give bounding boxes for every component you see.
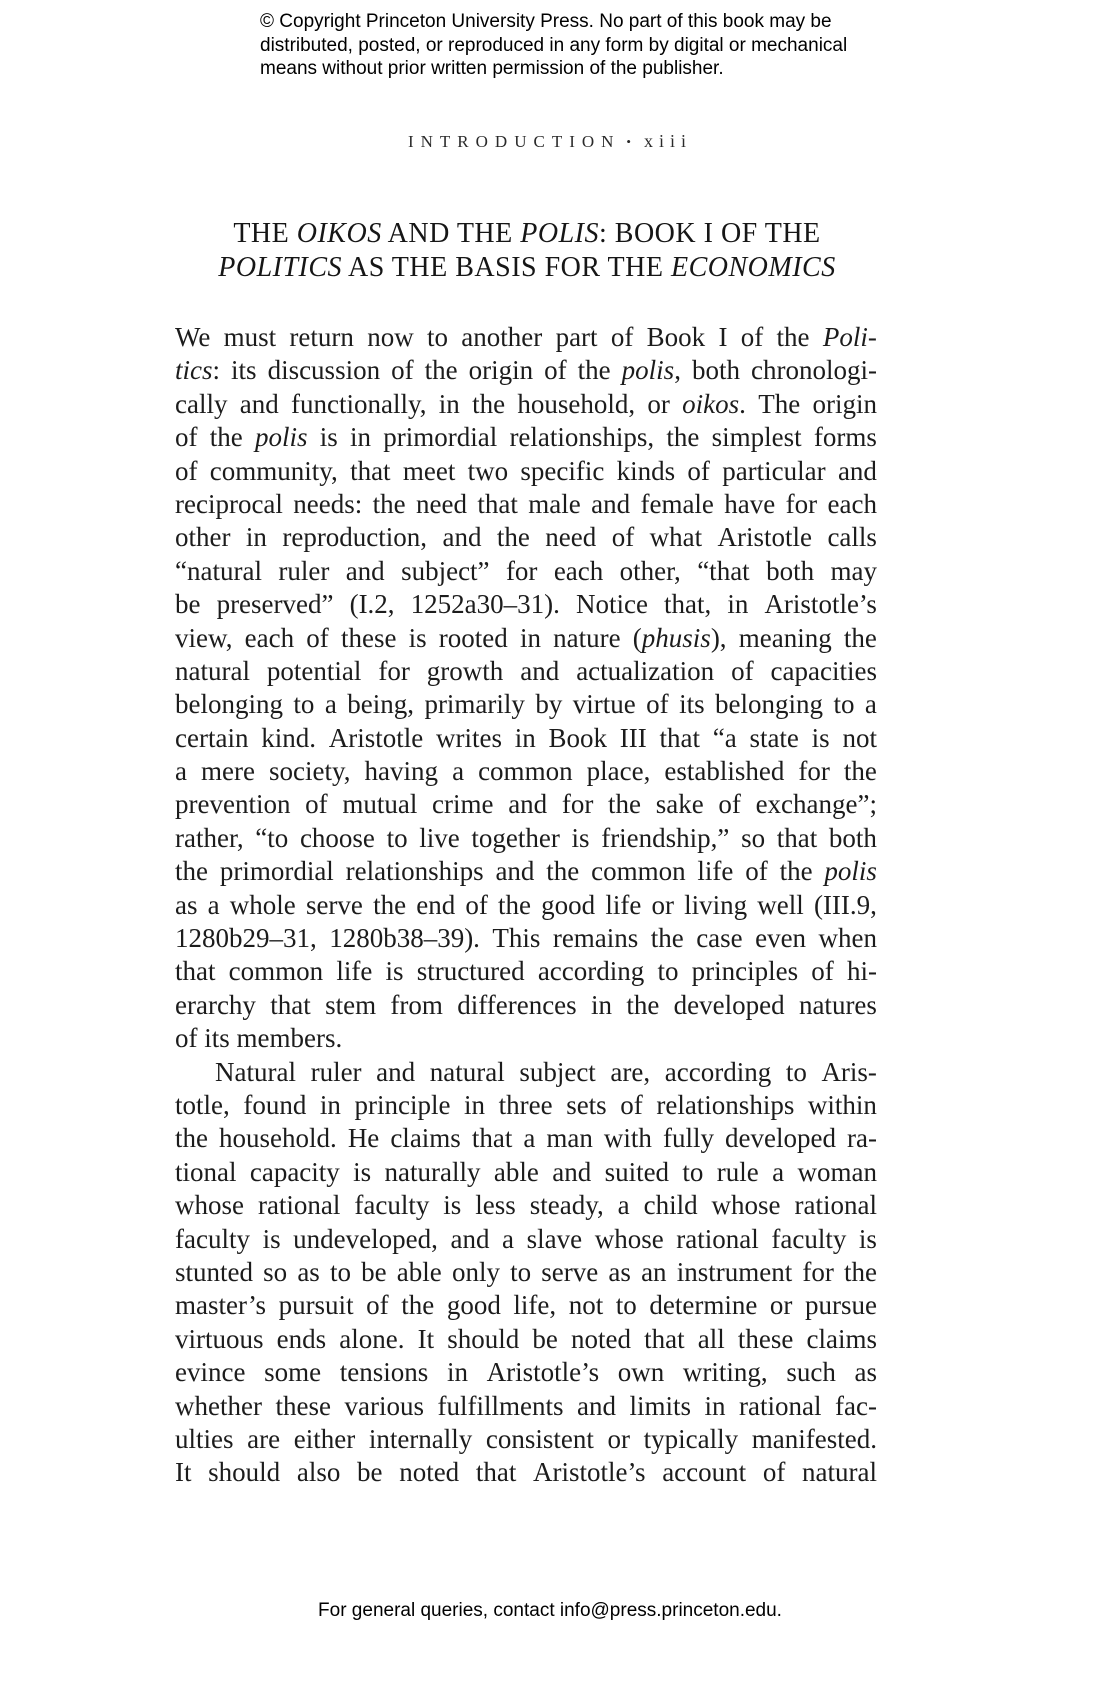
section-title	[177, 217, 877, 285]
text-line: the primordial relationships and the common life of the polis	[175, 856, 877, 887]
text-line: It should also be noted that Aristotle’s account of natural	[175, 1457, 877, 1488]
text-line: view, each of these is rooted in nature (phusis), meaning the	[175, 622, 877, 653]
text-line: of its members.	[175, 1023, 343, 1054]
text-line: We must return now to another part of Book I of the Poli-	[175, 322, 877, 352]
text-line: cally and functionally, in the household, or oikos. The origin	[175, 388, 877, 419]
text-line: be preserved” (I.2, 1252a30–31). Notice that, in Aristotle’s	[175, 589, 877, 620]
text-line: the household. He claims that a man with fully developed ra-	[175, 1123, 877, 1154]
page-number: xiii	[643, 131, 692, 151]
text-line: tics: its discussion of the origin of the polis, both chronologi-	[175, 355, 877, 386]
running-head	[0, 131, 1100, 152]
text-line: tional capacity is naturally able and suited to rule a woman	[175, 1156, 877, 1187]
copyright-line: © Copyright Princeton University Press. No part of this book may be	[260, 11, 832, 32]
bullet-separator: •	[626, 134, 631, 149]
text-line: 1280b29–31, 1280b38–39). This remains the case even when	[175, 923, 877, 954]
copyright-line: means without prior written permission of the publisher.	[260, 58, 724, 79]
paragraph	[175, 1056, 877, 1490]
footer-note: For general queries, contact info@press.princeton.edu.	[318, 1600, 782, 1621]
text-line: other in reproduction, and the need of what Aristotle calls	[175, 522, 877, 553]
text-line: reciprocal needs: the need that male and female have for each	[175, 488, 877, 519]
text-line: Natural ruler and natural subject are, according to Aris-	[215, 1056, 877, 1087]
body-text	[175, 321, 877, 1490]
text-line: master’s pursuit of the good life, not to determine or pursue	[175, 1290, 877, 1321]
text-line: evince some tensions in Aristotle’s own writing, such as	[175, 1357, 877, 1388]
text-line: certain kind. Aristotle writes in Book III that “a state is not	[175, 722, 877, 753]
text-line: rather, “to choose to live together is friendship,” so that both	[175, 822, 877, 853]
text-line: prevention of mutual crime and for the sake of exchange”;	[175, 789, 877, 820]
section-title-line: POLITICS AS THE BASIS FOR THE ECONOMICS	[218, 252, 836, 283]
copyright-notice	[260, 10, 847, 81]
copyright-line: distributed, posted, or reproduced in any form by digital or mechanical	[260, 34, 848, 56]
text-line: of the polis is in primordial relationships, the simplest forms	[175, 422, 877, 453]
paragraph	[175, 321, 877, 1056]
text-line: “natural ruler and subject” for each other, “that both may	[175, 555, 877, 586]
text-line: of community, that meet two specific kinds of particular and	[175, 455, 877, 486]
section-title-line: THE OIKOS AND THE POLIS: BOOK I OF THE	[233, 218, 821, 249]
text-line: totle, found in principle in three sets of relationships within	[175, 1089, 877, 1120]
text-line: belonging to a being, primarily by virtue of its belonging to a	[175, 689, 877, 720]
running-head-section: INTRODUCTION	[407, 132, 621, 151]
text-line: erarchy that stem from differences in the developed natures	[175, 989, 877, 1020]
text-line: whose rational faculty is less steady, a child whose rational	[175, 1190, 877, 1221]
text-line: stunted so as to be able only to serve as an instrument for the	[175, 1256, 877, 1287]
text-line: that common life is structured according to principles of hi-	[175, 956, 877, 987]
text-line: whether these various fulfillments and limits in rational fac-	[175, 1390, 877, 1421]
text-line: virtuous ends alone. It should be noted that all these claims	[175, 1323, 877, 1354]
text-line: ulties are either internally consistent or typically manifested.	[175, 1423, 877, 1454]
text-line: faculty is undeveloped, and a slave whose rational faculty is	[175, 1223, 877, 1254]
text-line: natural potential for growth and actualization of capacities	[175, 655, 877, 686]
text-line: a mere society, having a common place, established for the	[175, 756, 877, 787]
text-line: as a whole serve the end of the good life or living well (III.9,	[175, 889, 877, 920]
